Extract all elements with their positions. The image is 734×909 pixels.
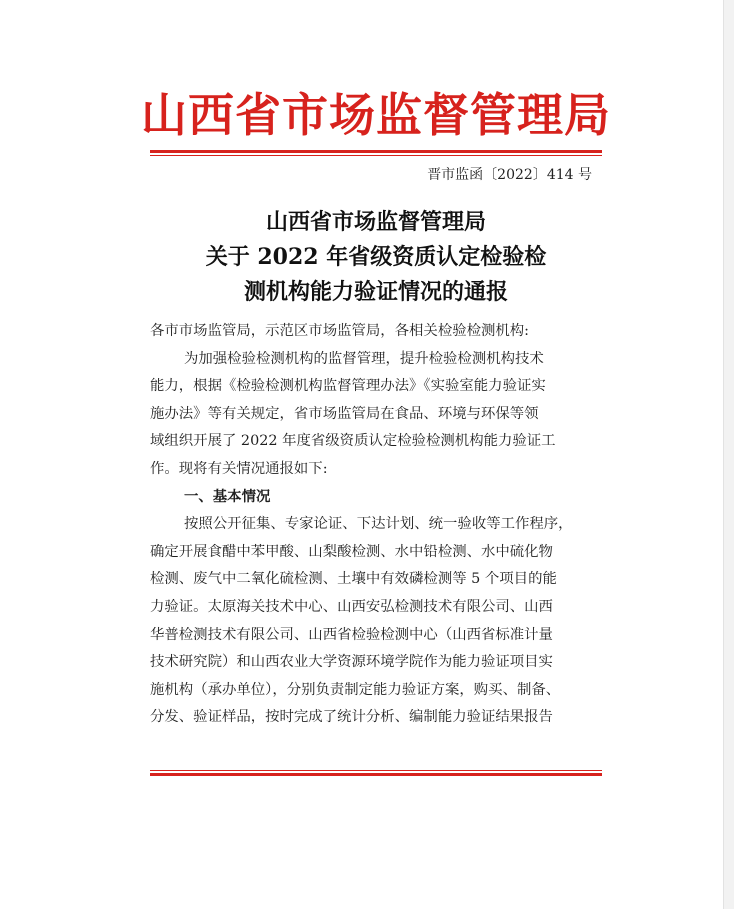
- body-paragraph-line: 施办法》等有关规定，省市场监管局在食品、环境与环保等领: [150, 405, 539, 422]
- document-number: 晋市监函〔2022〕414 号: [427, 167, 592, 183]
- footer-rule-thin: [150, 770, 602, 771]
- body-paragraph-line: 确定开展食醋中苯甲酸、山梨酸检测、水中铅检测、水中硫化物: [150, 543, 553, 560]
- footer-rule-thick: [150, 773, 602, 776]
- document-title: [150, 205, 602, 310]
- body-paragraph-line: 按照公开征集、专家论证、下达计划、统一验收等工作程序，: [184, 516, 573, 533]
- section-heading: 一、基本情况: [184, 488, 271, 505]
- header-rule-thick: [150, 150, 602, 153]
- body-paragraph-line: 技术研究院）和山西农业大学资源环境学院作为能力验证项目实: [150, 654, 553, 671]
- page-edge: [723, 0, 734, 909]
- body-paragraph-line: 力验证。太原海关技术中心、山西安弘检测技术有限公司、山西: [150, 598, 553, 615]
- body-paragraph-line: 域组织开展了 2022 年度省级资质认定检验检测机构能力验证工: [150, 433, 556, 450]
- body-paragraph-line: 能力，根据《检验检测机构监督管理办法》《实验室能力验证实: [150, 378, 546, 395]
- body-paragraph-line: 作。现将有关情况通报如下:: [150, 460, 328, 477]
- body-paragraph-line: 为加强检验检测机构的监督管理，提升检验检测机构技术: [184, 350, 544, 367]
- header-rule-thin: [150, 155, 602, 156]
- title-line-1: 山西省市场监督管理局: [265, 209, 486, 235]
- addressee-line: 各市市场监管局，示范区市场监管局，各相关检验检测机构:: [150, 323, 530, 339]
- title-line-2: 关于 2022 年省级资质认定检验检: [205, 244, 547, 270]
- body-paragraph-line: 检测、废气中二氧化硫检测、土壤中有效磷检测等 5 个项目的能: [150, 571, 557, 588]
- org-header: 山西省市场监督管理局: [141, 88, 611, 142]
- body-paragraph-line: 华普检测技术有限公司、山西省检验检测中心（山西省标准计量: [150, 626, 553, 643]
- document-body: [150, 318, 602, 732]
- body-paragraph-line: 分发、验证样品，按时完成了统计分析、编制能力验证结果报告: [150, 709, 553, 726]
- body-paragraph-line: 施机构（承办单位），分别负责制定能力验证方案，购买、制备、: [150, 681, 561, 698]
- title-line-3: 测机构能力验证情况的通报: [243, 279, 508, 305]
